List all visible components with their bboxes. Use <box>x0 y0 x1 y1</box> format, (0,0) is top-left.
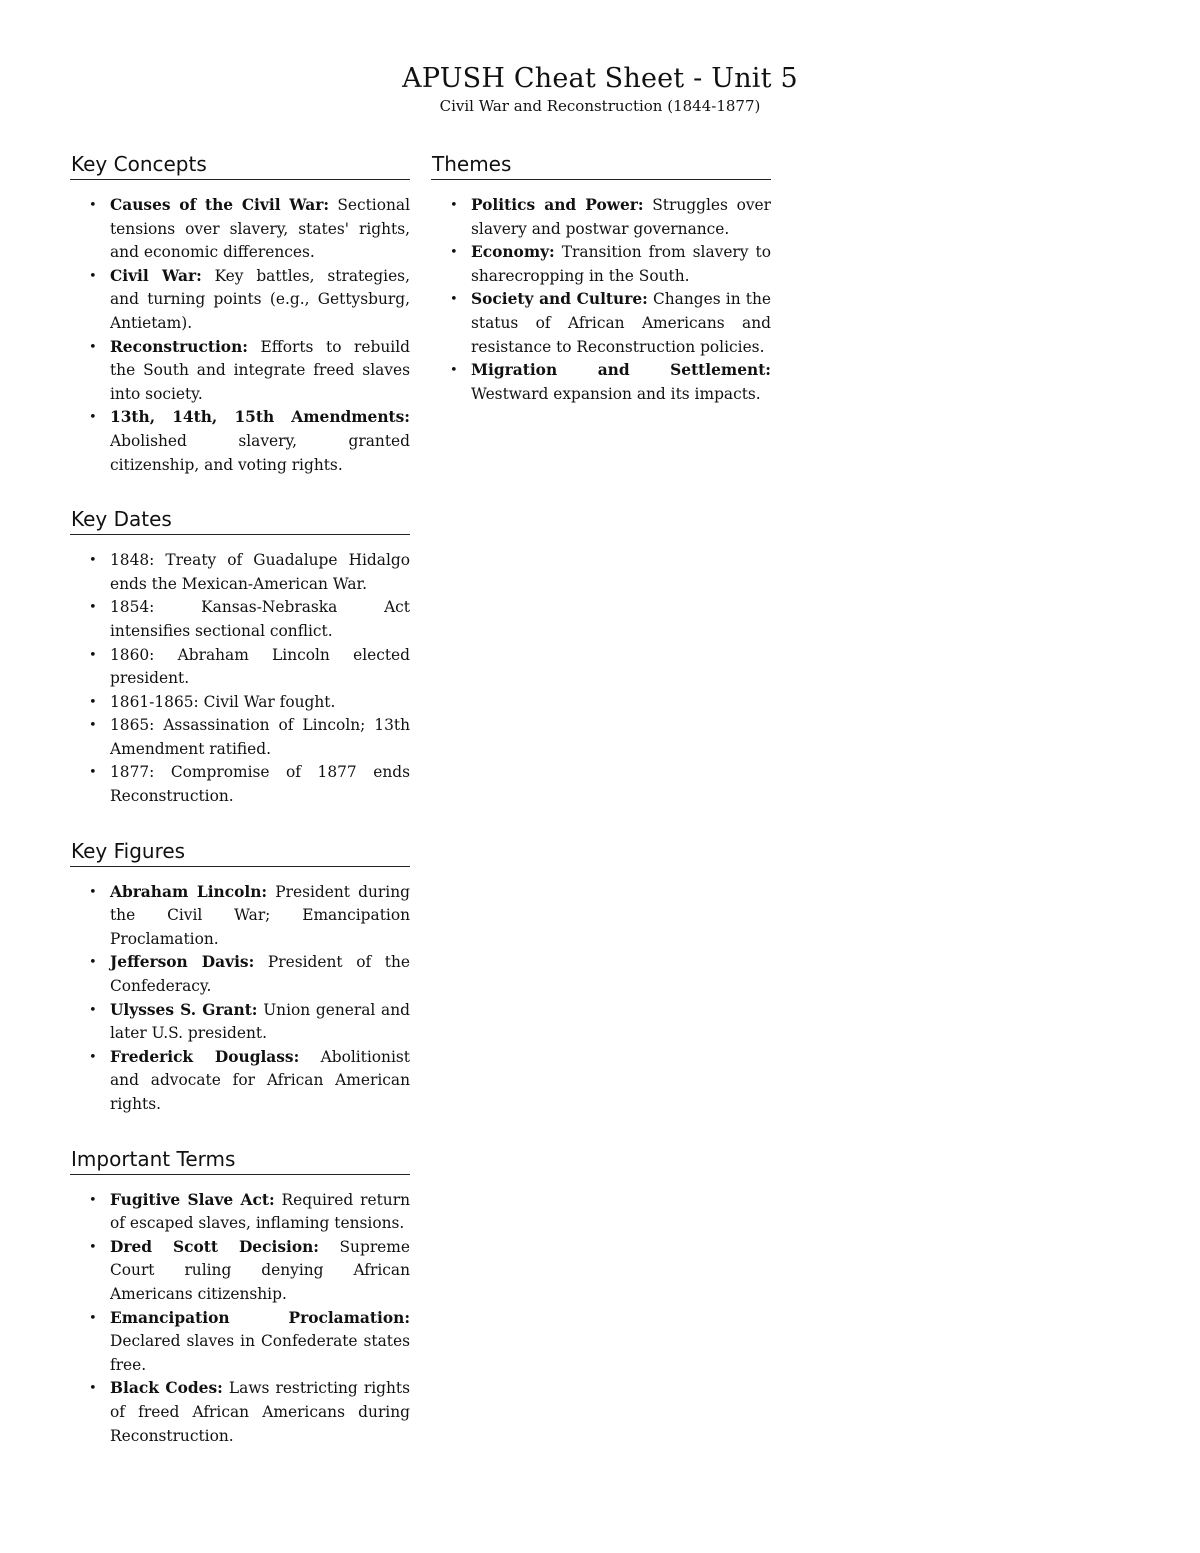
bullet-icon: • <box>89 268 97 284</box>
bullet-list <box>70 194 410 477</box>
page-subtitle: Civil War and Reconstruction (1844-1877) <box>439 97 761 115</box>
bullet-icon: • <box>89 198 97 213</box>
list-item <box>70 1236 410 1307</box>
item-text: Abolitionist and advocate for African American rights. <box>110 1047 410 1113</box>
item-text: Westward expansion and its impacts. <box>471 384 761 403</box>
list-item <box>431 194 771 241</box>
bullet-icon: • <box>450 363 458 379</box>
bullet-icon: • <box>89 1381 97 1397</box>
list-item <box>431 288 771 359</box>
item-text: Supreme Court ruling denying African Americans citizenship. <box>110 1237 410 1303</box>
list-item <box>431 241 771 288</box>
item-text: President during the Civil War; Emancipation Proclamation. <box>110 882 410 948</box>
bullet-icon: • <box>89 955 97 971</box>
bullet-icon: • <box>89 718 97 734</box>
bullet-icon: • <box>89 694 97 710</box>
list-item <box>70 691 410 715</box>
item-text: Changes in the status of African Americans and resistance to Reconstruction policies. <box>471 290 771 356</box>
item-term: Migration and Settlement: <box>471 361 771 380</box>
item-term: Civil War: <box>110 266 202 285</box>
item-term: Ulysses S. Grant: <box>110 1000 258 1019</box>
list-item <box>70 336 410 407</box>
list-item <box>70 549 410 596</box>
bullet-list <box>70 881 410 1117</box>
item-text: Struggles over slavery and postwar governance. <box>471 196 771 238</box>
item-term: Abraham Lincoln: <box>110 882 268 901</box>
item-text: Required return of escaped slaves, inflaming tensions. <box>110 1190 410 1233</box>
bullet-icon: • <box>89 553 97 569</box>
list-item <box>70 1046 410 1117</box>
left-column <box>70 150 410 1476</box>
bullet-icon: • <box>89 410 97 426</box>
item-text: 1848: Treaty of Guadalupe Hidalgo ends the Mexican-American War. <box>110 551 410 593</box>
item-term: Emancipation Proclamation: <box>110 1308 410 1327</box>
bullet-icon: • <box>450 198 458 213</box>
bullet-icon: • <box>89 1239 97 1255</box>
section-heading: Important Terms <box>70 1145 410 1175</box>
item-text: Laws restricting rights of freed African Americans during Reconstruction. <box>110 1379 410 1445</box>
bullet-list <box>70 549 410 809</box>
item-text: 1861-1865: Civil War fought. <box>110 692 336 711</box>
list-item <box>70 644 410 691</box>
item-text: Transition from slavery to sharecropping in the South. <box>471 243 771 285</box>
bullet-list <box>70 1189 410 1449</box>
item-term: Reconstruction: <box>110 337 248 356</box>
item-term: Jefferson Davis: <box>110 953 255 972</box>
bullet-icon: • <box>450 245 458 261</box>
section-important-terms <box>70 1145 410 1449</box>
bullet-icon: • <box>89 647 97 663</box>
section-heading: Themes <box>431 150 771 180</box>
section-key-concepts <box>70 150 410 477</box>
item-text: 1854: Kansas-Nebraska Act intensifies sectional conflict. <box>110 598 410 640</box>
section-heading: Key Dates <box>70 505 410 535</box>
list-item <box>70 881 410 952</box>
list-item <box>70 1189 410 1236</box>
item-term: Politics and Power: <box>471 196 644 214</box>
item-text: Efforts to rebuild the South and integrate freed slaves into society. <box>110 337 410 403</box>
item-text: 1877: Compromise of 1877 ends Reconstruction. <box>110 763 410 806</box>
bullet-icon: • <box>89 1192 97 1208</box>
item-text: 1860: Abraham Lincoln elected president. <box>110 645 410 688</box>
item-term: Black Codes: <box>110 1379 223 1398</box>
section-themes <box>431 150 771 406</box>
item-term: Frederick Douglass: <box>110 1047 300 1066</box>
item-text: Union general and later U.S. president. <box>110 1000 410 1043</box>
bullet-icon: • <box>89 765 97 781</box>
item-text: Declared slaves in Confederate states free. <box>110 1332 410 1374</box>
item-text: Abolished slavery, granted citizenship, and voting rights. <box>110 431 410 474</box>
bullet-icon: • <box>89 884 97 900</box>
title-block <box>0 62 1200 116</box>
section-key-dates <box>70 505 410 809</box>
list-item <box>70 714 410 761</box>
item-term: Society and Culture: <box>471 290 648 309</box>
list-item <box>70 265 410 336</box>
list-item <box>70 1307 410 1378</box>
right-column <box>431 150 771 434</box>
list-item <box>70 951 410 998</box>
bullet-icon: • <box>450 292 458 308</box>
item-text: Key battles, strategies, and turning points (e.g., Gettysburg, Antietam). <box>110 266 410 332</box>
item-term: Causes of the Civil War: <box>110 196 330 214</box>
item-text: President of the Confederacy. <box>110 953 410 996</box>
bullet-list <box>431 194 771 406</box>
bullet-icon: • <box>89 1002 97 1018</box>
bullet-icon: • <box>89 339 97 355</box>
list-item <box>70 194 410 265</box>
item-term: Dred Scott Decision: <box>110 1237 319 1256</box>
list-item <box>70 406 410 477</box>
list-item <box>70 999 410 1046</box>
item-text: 1865: Assassination of Lincoln; 13th Amendment ratified. <box>110 716 410 758</box>
section-heading: Key Figures <box>70 837 410 867</box>
list-item <box>70 761 410 808</box>
list-item <box>431 359 771 406</box>
list-item <box>70 1377 410 1448</box>
item-term: Economy: <box>471 243 555 262</box>
bullet-icon: • <box>89 1049 97 1065</box>
section-heading: Key Concepts <box>70 150 410 180</box>
item-text: Sectional tensions over slavery, states' rights, and economic differences. <box>110 196 410 262</box>
item-term: 13th, 14th, 15th Amendments: <box>110 408 410 427</box>
page-title: APUSH Cheat Sheet - Unit 5 <box>402 63 798 94</box>
bullet-icon: • <box>89 1310 97 1326</box>
section-key-figures <box>70 837 410 1117</box>
list-item <box>70 596 410 643</box>
bullet-icon: • <box>89 600 97 616</box>
item-term: Fugitive Slave Act: <box>110 1190 275 1209</box>
